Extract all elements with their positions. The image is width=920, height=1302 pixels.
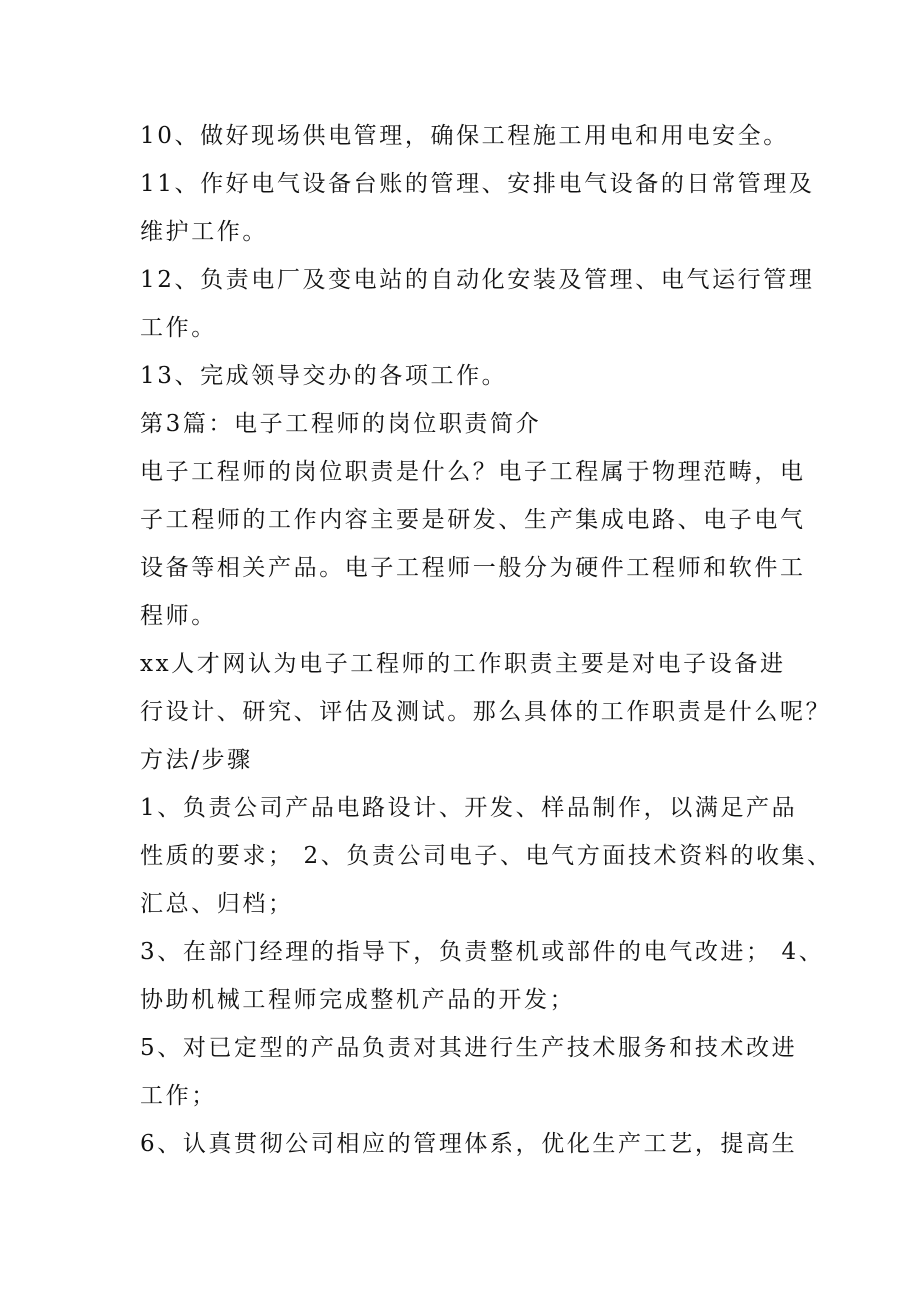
step-line: 工作；	[140, 1083, 217, 1109]
paragraph-line: 设备等相关产品。电子工程师一般分为硬件工程师和软件工	[140, 555, 806, 581]
step-line: 5、对已定型的产品负责对其进行生产技术服务和技术改进	[140, 1035, 798, 1061]
section-heading: 第3篇：电子工程师的岗位职责简介	[140, 411, 542, 437]
paragraph-line: xx人才网认为电子工程师的工作职责主要是对电子设备进	[140, 651, 786, 677]
subheading-steps: 方法/步骤	[140, 747, 253, 773]
step-line: 1、负责公司产品电路设计、开发、样品制作，以满足产品	[140, 795, 798, 821]
paragraph-line: 行设计、研究、评估及测试。那么具体的工作职责是什么呢？	[140, 699, 832, 725]
text-line-item-13: 13、完成领导交办的各项工作。	[140, 363, 508, 389]
step-line: 性质的要求； 2、负责公司电子、电气方面技术资料的收集、	[140, 843, 833, 869]
text-line-item-12-cont: 工作。	[140, 315, 217, 341]
step-line: 6、认真贯彻公司相应的管理体系，优化生产工艺，提高生	[140, 1131, 798, 1157]
step-line: 3、在部门经理的指导下，负责整机或部件的电气改进； 4、	[140, 939, 825, 965]
paragraph-line: 子工程师的工作内容主要是研发、生产集成电路、电子电气	[140, 507, 806, 533]
text-line-item-12: 12、负责电厂及变电站的自动化安装及管理、电气运行管理	[140, 267, 815, 293]
step-line: 汇总、归档；	[140, 891, 294, 917]
paragraph-line: 电子工程师的岗位职责是什么？电子工程属于物理范畴，电	[140, 459, 806, 485]
text-line-item-10: 10、做好现场供电管理，确保工程施工用电和用电安全。	[140, 123, 789, 149]
step-line: 协助机械工程师完成整机产品的开发；	[140, 987, 576, 1013]
paragraph-line: 程师。	[140, 603, 217, 629]
text-line-item-11: 11、作好电气设备台账的管理、安排电气设备的日常管理及	[140, 171, 815, 197]
text-line-item-11-cont: 维护工作。	[140, 219, 268, 245]
